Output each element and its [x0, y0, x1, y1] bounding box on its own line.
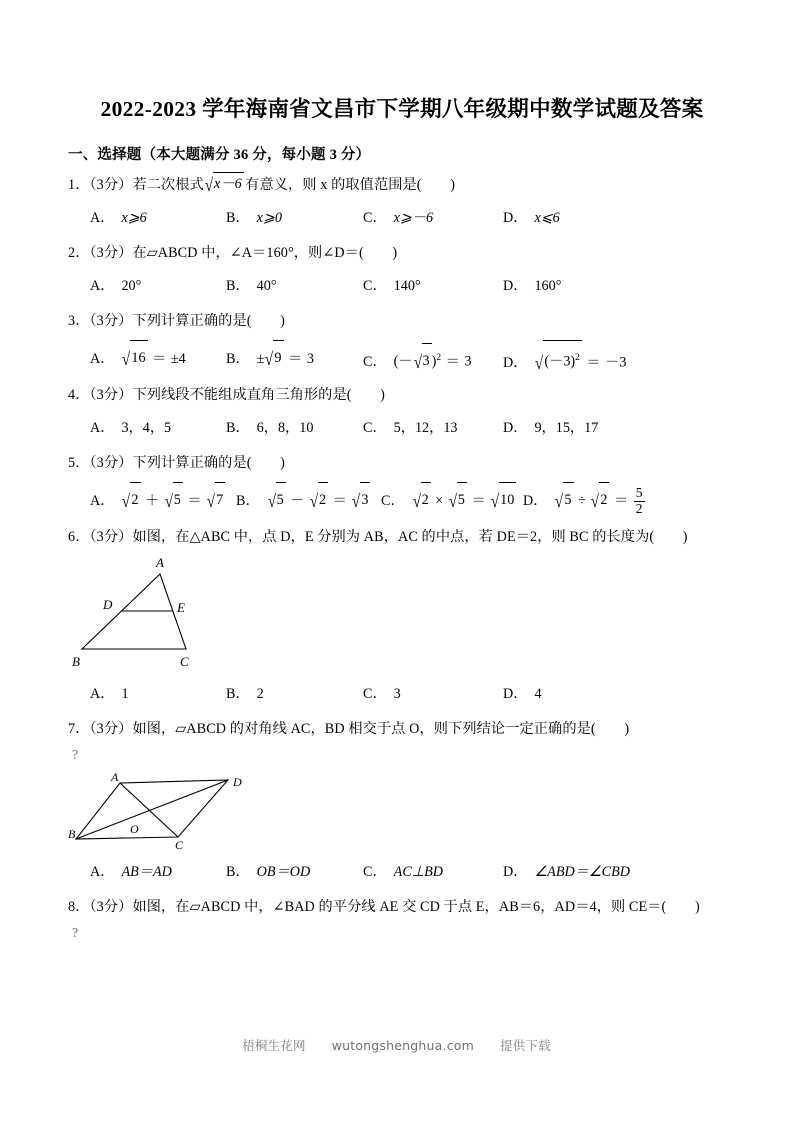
vertex-label-d: D	[233, 775, 242, 789]
vertex-label-d: D	[103, 597, 113, 612]
option-3-d[interactable]: D． $√(-3)^2 = -3$	[503, 341, 626, 380]
question-4-options	[68, 413, 728, 443]
question-1-options	[68, 203, 728, 233]
option-4-a[interactable]: A． 3，4，5	[90, 420, 172, 436]
option-5-b[interactable]: B． √5 － √2 ＝ √3	[236, 483, 370, 518]
option-2-d[interactable]: D． 160°	[503, 278, 562, 294]
question-6-options	[68, 679, 728, 709]
question-6-stem: 6．（3分）如图，在△ABC 中，点 D，E 分别为 AB，AC 的中点，若 DE＝2，则 BC 的长度为( )	[68, 529, 688, 545]
option-7-d[interactable]: D． ∠ABD＝∠CBD	[503, 864, 631, 880]
option-1-a[interactable]: A． x⩾6	[90, 210, 147, 226]
option-6-c[interactable]: C． 3	[363, 686, 401, 702]
option-1-d[interactable]: D． x⩽6	[503, 210, 560, 226]
vertex-label-b: B	[72, 654, 80, 669]
question-2-options	[68, 271, 728, 301]
option-4-d[interactable]: D． 9，15，17	[503, 420, 599, 436]
triangle-abc-midsegment-svg	[68, 552, 268, 672]
footer-action: 提供下载	[500, 1038, 551, 1053]
question-6-figure	[68, 552, 728, 672]
vertex-label-o: O	[130, 822, 139, 836]
vertex-label-e: E	[177, 600, 185, 615]
footer-site-name: 梧桐生花网	[242, 1038, 306, 1053]
question-1-stem-prefix: 1．（3分）若二次根式	[68, 177, 204, 193]
option-7-a[interactable]: A． AB＝AD	[90, 864, 172, 880]
option-3-b[interactable]: B． ±√9 ＝ 3	[226, 341, 314, 376]
question-7-placeholder: ?	[72, 748, 79, 763]
question-7-options	[68, 857, 728, 887]
section-heading: 一、选择题（本大题满分 36 分，每小题 3 分）	[68, 147, 371, 163]
parallelogram-abcd-diagonals-svg	[68, 770, 268, 850]
option-7-b[interactable]: B． OB＝OD	[226, 864, 311, 880]
option-6-b[interactable]: B． 2	[226, 686, 264, 702]
question-7-stem: 7．（3分）如图，▱ABCD 的对角线 AC，BD 相交于点 O，则下列结论一定正确的是( )	[68, 721, 630, 737]
question-1-stem-suffix: 有意义，则 x 的取值范围是( )	[245, 177, 456, 193]
question-3-stem: 3．（3分）下列计算正确的是( )	[68, 313, 285, 329]
vertex-label-c: C	[175, 838, 184, 850]
question-5-stem: 5．（3分）下列计算正确的是( )	[68, 455, 285, 471]
question-5-options	[68, 483, 728, 517]
option-2-a[interactable]: A． 20°	[90, 278, 142, 294]
vertex-label-a: A	[111, 770, 119, 784]
option-7-c[interactable]: C． AC⊥BD	[363, 864, 444, 880]
question-4-stem: 4．（3分）下列线段不能组成直角三角形的是( )	[68, 387, 385, 403]
option-4-b[interactable]: B． 6，8，10	[226, 420, 314, 436]
question-3-options	[68, 341, 728, 375]
vertex-label-b: B	[68, 827, 76, 841]
footer-url[interactable]: wutongshenghua.com	[331, 1038, 474, 1053]
question-7-figure	[68, 770, 728, 850]
diagonal-ac	[120, 783, 178, 837]
question-2-stem: 2．（3分）在▱ABCD 中，∠A＝160°，则∠D＝( )	[68, 245, 398, 261]
option-5-d[interactable]: D． √5 ÷ √2 ＝ $\frac{5}{2}$	[523, 483, 646, 518]
option-2-c[interactable]: C． 140°	[363, 278, 421, 294]
page-title: 2022-2023 学年海南省文昌市下学期八年级期中数学试题及答案	[100, 97, 704, 121]
option-3-c[interactable]: C． (－√3 )$^2$ ＝ 3	[363, 341, 471, 379]
page-footer	[0, 1036, 793, 1054]
vertex-label-a: A	[156, 555, 164, 570]
vertex-label-c: C	[180, 654, 189, 669]
question-8-placeholder: ?	[72, 926, 79, 941]
question-1-stem	[68, 173, 728, 196]
document-content	[68, 92, 728, 944]
option-5-c[interactable]: C． √2 × √5 ＝ √10	[381, 483, 516, 518]
radicand-text: x－6	[213, 172, 244, 195]
option-4-c[interactable]: C． 5，12，13	[363, 420, 458, 436]
sqrt-x-minus-6: √x－6	[204, 173, 244, 196]
option-2-b[interactable]: B． 40°	[226, 278, 277, 294]
option-6-d[interactable]: D． 4	[503, 686, 542, 702]
question-8-stem: 8．（3分）如图，在▱ABCD 中，∠BAD 的平分线 AE 交 CD 于点 E，AB＝6，AD＝4，则 CE＝( )	[68, 899, 700, 915]
option-1-b[interactable]: B． x⩾0	[226, 210, 282, 226]
option-1-c[interactable]: C． x⩾－6	[363, 210, 434, 226]
option-6-a[interactable]: A． 1	[90, 686, 129, 702]
option-5-a[interactable]: A． √2 ＋ √5 ＝ √7	[90, 483, 225, 518]
option-3-a[interactable]: A． √16 ＝ ±4	[90, 341, 186, 376]
